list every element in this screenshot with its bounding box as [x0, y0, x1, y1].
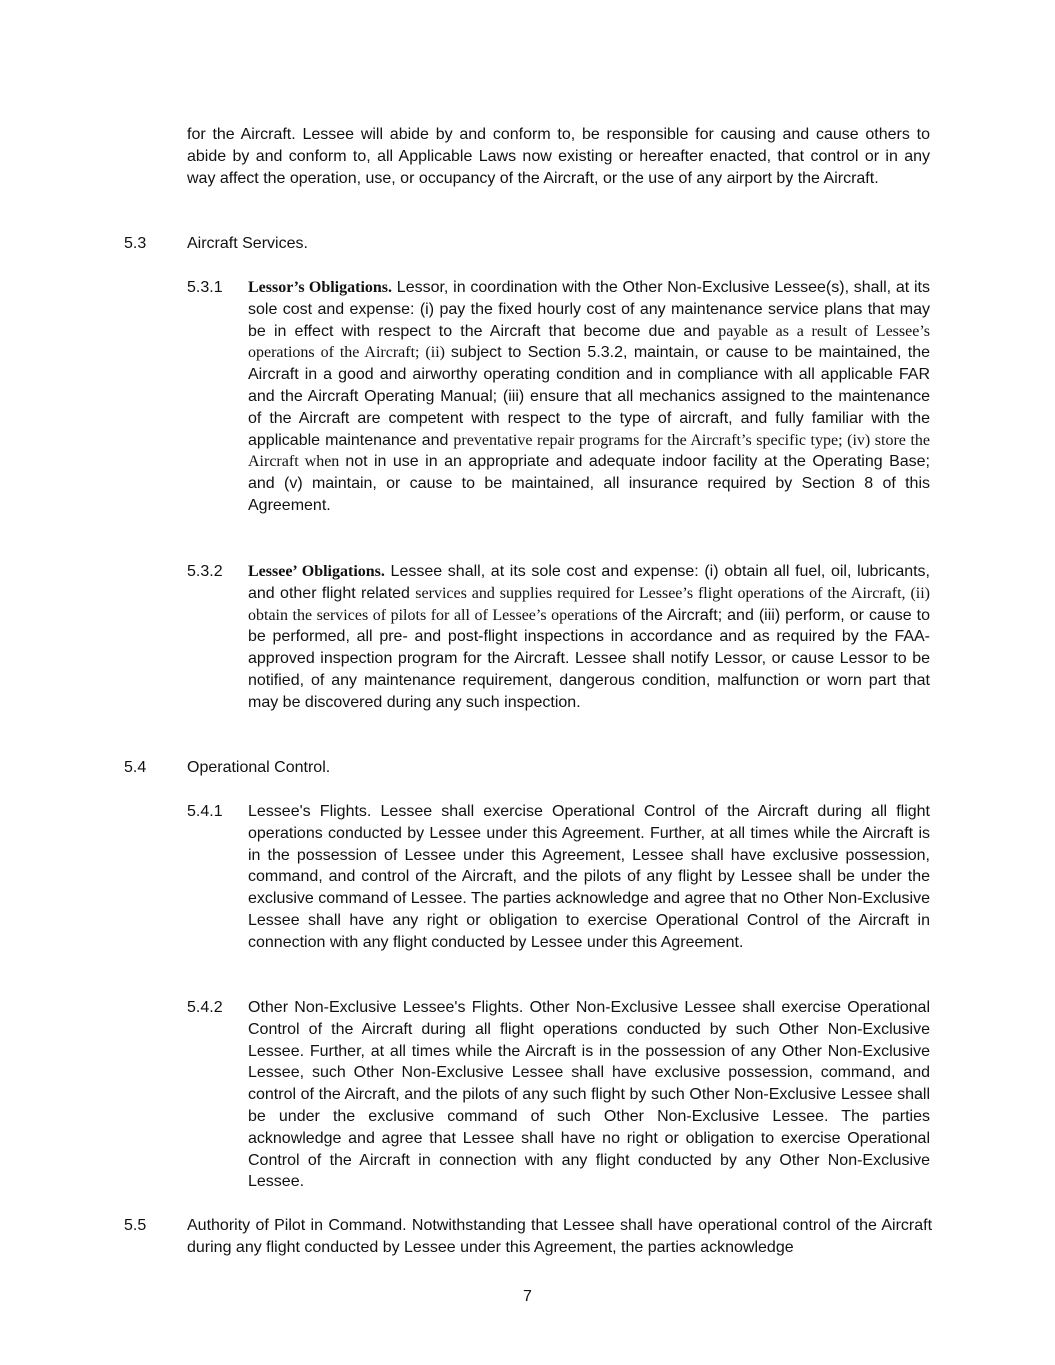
- section-5-3-2-text-a: Lessee shall, at its sole cost and expense: (i) obtain all fuel, oil, lubricants, and other flight related: [248, 563, 931, 602]
- section-5-4-2-paragraph: [248, 997, 930, 1193]
- section-5-3-1-title: Lessor’s Obligations.: [248, 279, 393, 296]
- section-5-3-1-text-d: preventative repair programs for the Aircraft’s specific type; (iv) store the Aircraft when: [248, 431, 931, 471]
- section-5-3-1-text-c: subject to Section 5.3.2, maintain, or cause to be maintained, the Aircraft in a good and airworthy operating condition and in compliance with all applicable FAR and the Aircraft Operating Manual; (iii) ensure that all mechanics assigned to the maintenance of the Aircraft are competent with respect to the type of aircraft, and fully familiar with the applicable maintenance and: [248, 344, 931, 449]
- section-5-3-title: Aircraft Services.: [187, 235, 308, 252]
- section-5-4-1-number: 5.4.1: [187, 803, 223, 820]
- section-5-3-2-text-c: of the Aircraft; and (iii) perform, or cause to be performed, all pre- and post-flight inspections in accordance and as required by the FAA-approved inspection program for the Aircraft. Lessee shall notify Lessor, or cause Lessor to be notified, of any maintenance requirement, dangerous condition, malfunction or worn part that may be discovered during any such inspection.: [248, 606, 930, 711]
- section-5-3-1-paragraph: [248, 277, 930, 517]
- section-5-4-title: Operational Control.: [187, 759, 331, 776]
- section-5-5-title: Authority of Pilot in Command.: [187, 1217, 407, 1234]
- section-5-5-text: Notwithstanding that Lessee shall have operational control of the Aircraft during any flight conducted by Lessee under this Agreement, the parties acknowledge: [187, 1217, 933, 1256]
- intro-paragraph: for the Aircraft. Lessee will abide by and conform to, be responsible for causing and cause others to abide by and conform to, all Applicable Laws now existing or hereafter enacted, that control or in any way affect the operation, use, or occupancy of the Aircraft, or the use of any airport by the Aircraft.: [187, 126, 930, 187]
- section-5-3-1-number: 5.3.1: [187, 279, 223, 296]
- section-5-4-2-title: Other Non-Exclusive Lessee's Flights.: [248, 999, 524, 1016]
- section-5-3-1-text-e: not in use in an appropriate and adequate indoor facility at the Operating Base; and (v) maintain, or cause to be maintained, all insurance required by Section 8 of this Agreement.: [248, 453, 930, 514]
- section-5-3-1-text-a: Lessor, in coordination with the Other Non-Exclusive Lessee(s), shall, at its sole cost and expense: (i) pay the fixed hourly cost of any maintenance service plans that may be in effect with respect to the Aircraft that become due and: [248, 279, 930, 340]
- section-5-3-2-paragraph: [248, 561, 930, 714]
- section-5-3-2-title: Lessee’ Obligations.: [248, 563, 385, 580]
- section-5-3-2-number: 5.3.2: [187, 563, 223, 580]
- section-5-4-1-title: Lessee's Flights.: [248, 803, 372, 820]
- page-number: 7: [523, 1288, 532, 1305]
- section-5-3-2-text-b: services and supplies required for Lessee’s flight operations of the Aircraft, (ii) obtain the services of pilots for all of Lessee’s operations: [248, 584, 930, 624]
- section-5-3-1-text-b: payable as a result of Lessee’s operations of the Aircraft; (ii): [248, 322, 931, 362]
- section-5-4-2-text: Other Non-Exclusive Lessee shall exercise Operational Control of the Aircraft during all flight operations conducted by such Other Non-Exclusive Lessee. Further, at all times while the Aircraft is in the possession of any Other Non-Exclusive Lessee, such Other Non-Exclusive Lessee shall have exclusive possession, command, and control of the Aircraft, and the pilots of any such flight by such Other Non-Exclusive Lessee shall be under the exclusive command of such Other Non-Exclusive Lessee. The parties acknowledge and agree that Lessee shall have no right or obligation to exercise Operational Control of the Aircraft in connection with any flight conducted by any Other Non-Exclusive Lessee.: [248, 999, 931, 1191]
- section-5-4-1-paragraph: [248, 801, 930, 954]
- section-5-5-paragraph: [187, 1215, 932, 1259]
- section-5-4-number: 5.4: [124, 759, 147, 776]
- section-5-4-2-number: 5.4.2: [187, 999, 223, 1016]
- section-5-3-number: 5.3: [124, 235, 147, 252]
- section-5-4-1-text: Lessee shall exercise Operational Control of the Aircraft during all flight operations conducted by Lessee under this Agreement. Further, at all times while the Aircraft is in the possession of Lessee under this Agreement, Lessee shall have exclusive possession, command, and control of the Aircraft, and the pilots of any flight by Lessee shall be under the exclusive command of Lessee. The parties acknowledge and agree that no Other Non-Exclusive Lessee shall have any right or obligation to exercise Operational Control of the Aircraft in connection with any flight conducted by Lessee under this Agreement.: [248, 803, 930, 951]
- section-5-5-number: 5.5: [124, 1217, 147, 1234]
